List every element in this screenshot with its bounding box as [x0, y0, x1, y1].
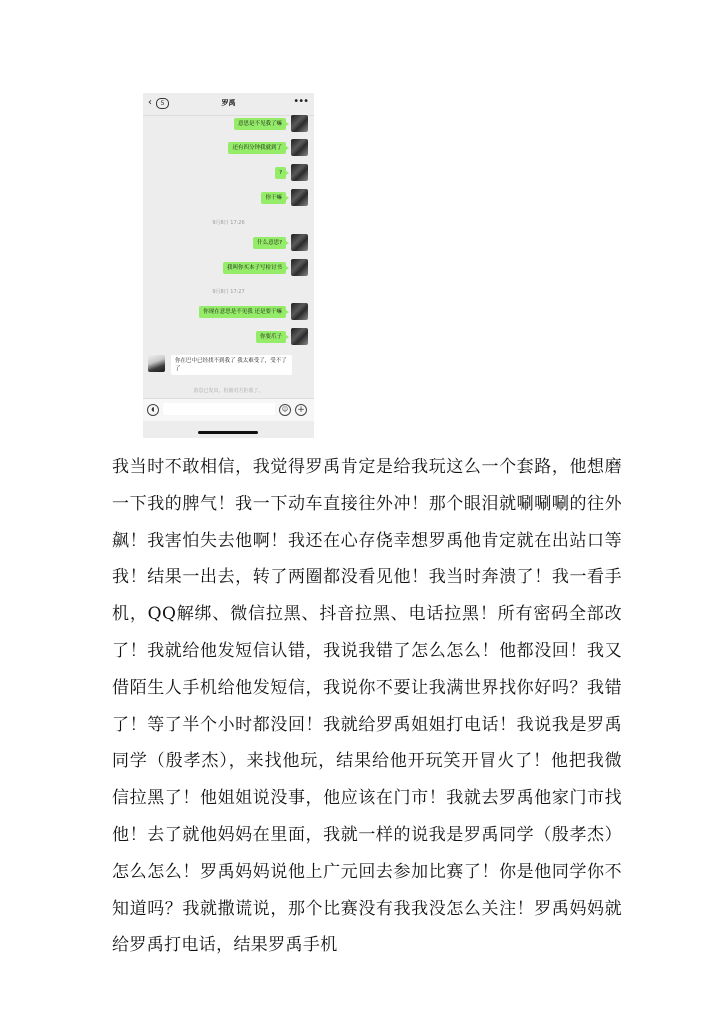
- avatar[interactable]: [291, 115, 308, 132]
- emoji-icon[interactable]: ☺: [279, 404, 291, 416]
- message-row: [256, 328, 308, 345]
- more-dots-icon[interactable]: •••: [293, 96, 308, 107]
- voice-icon[interactable]: ◖: [147, 404, 159, 416]
- unread-badge: 5: [156, 98, 169, 109]
- sent-message: 意思是不见我了嘛: [234, 118, 286, 130]
- message-row: [199, 303, 308, 320]
- sent-message: 你干嘛: [261, 192, 286, 204]
- chat-screenshot: [143, 93, 314, 438]
- avatar[interactable]: [291, 328, 308, 345]
- system-note: 消息已发出，但被对方拒收了。: [193, 388, 264, 394]
- plus-icon[interactable]: +: [295, 404, 307, 416]
- article-body: 我当时不敢相信，我觉得罗禹肯定是给我玩这么一个套路，他想磨一下我的脾气！我一下动车直接往外冲！那个眼泪就唰唰唰的往外飙！我害怕失去他啊！我还在心存侥幸想罗禹他肯定就在出站口等我！结果一出去，转了两圈都没看见他！我当时奔溃了！我一看手机，QQ解绑、微信拉黑、抖音拉黑、电话拉黑！所有密码全部改了！我就给他发短信认错，我说我错了怎么怎么！他都没回！我又借陌生人手机给他发短信，我说你不要让我满世界找你好吗？我错了！等了半个小时都没回！我就给罗禹姐姐打电话！我说我是罗禹同学（殷孝杰），来找他玩，结果给他开玩笑开冒火了！他把我微信拉黑了！他姐姐说没事，他应该在门市！我就去罗禹他家门市找他！去了就他妈妈在里面，我就一样的说我是罗禹同学（殷孝杰）怎么怎么！罗禹妈妈说他上广元回去参加比赛了！你是他同学你不知道吗？我就撒谎说，那个比赛没有我我没怎么关注！罗禹妈妈就给罗禹打电话，结果罗禹手机: [112, 457, 622, 956]
- message-row: [253, 234, 308, 251]
- sent-message: 我叫你买本子写检讨书: [223, 262, 286, 274]
- received-message: 你在巴中已经找不到我了 我太难受了，受不了了: [171, 355, 292, 375]
- avatar[interactable]: [291, 234, 308, 251]
- avatar[interactable]: [291, 139, 308, 156]
- chat-header: [143, 93, 314, 116]
- message-row: [228, 139, 308, 156]
- chevron-left-icon[interactable]: ‹: [148, 97, 152, 108]
- avatar[interactable]: [291, 259, 308, 276]
- avatar[interactable]: [291, 303, 308, 320]
- avatar[interactable]: [291, 189, 308, 206]
- message-row: [223, 259, 308, 276]
- avatar[interactable]: [291, 164, 308, 181]
- contact-avatar[interactable]: [148, 355, 165, 372]
- sent-message: 你要爪子: [256, 331, 286, 343]
- contact-name: 罗禹: [221, 99, 236, 107]
- sent-message: ?: [275, 167, 286, 179]
- sent-message: 还有四分钟我就到了: [228, 142, 286, 154]
- home-indicator: [198, 431, 258, 434]
- message-timestamp: 9月8日 17:26: [212, 220, 245, 226]
- chat-input-bar: [143, 398, 314, 421]
- sent-message: 什么意思?: [253, 237, 286, 249]
- sent-message: 你现在意思是不见我 还是要干嘛: [199, 306, 286, 318]
- message-row: [275, 164, 308, 181]
- message-row: [234, 115, 308, 132]
- message-row: [261, 189, 308, 206]
- message-timestamp: 9月8日 17:27: [212, 289, 245, 295]
- message-input[interactable]: [163, 403, 275, 415]
